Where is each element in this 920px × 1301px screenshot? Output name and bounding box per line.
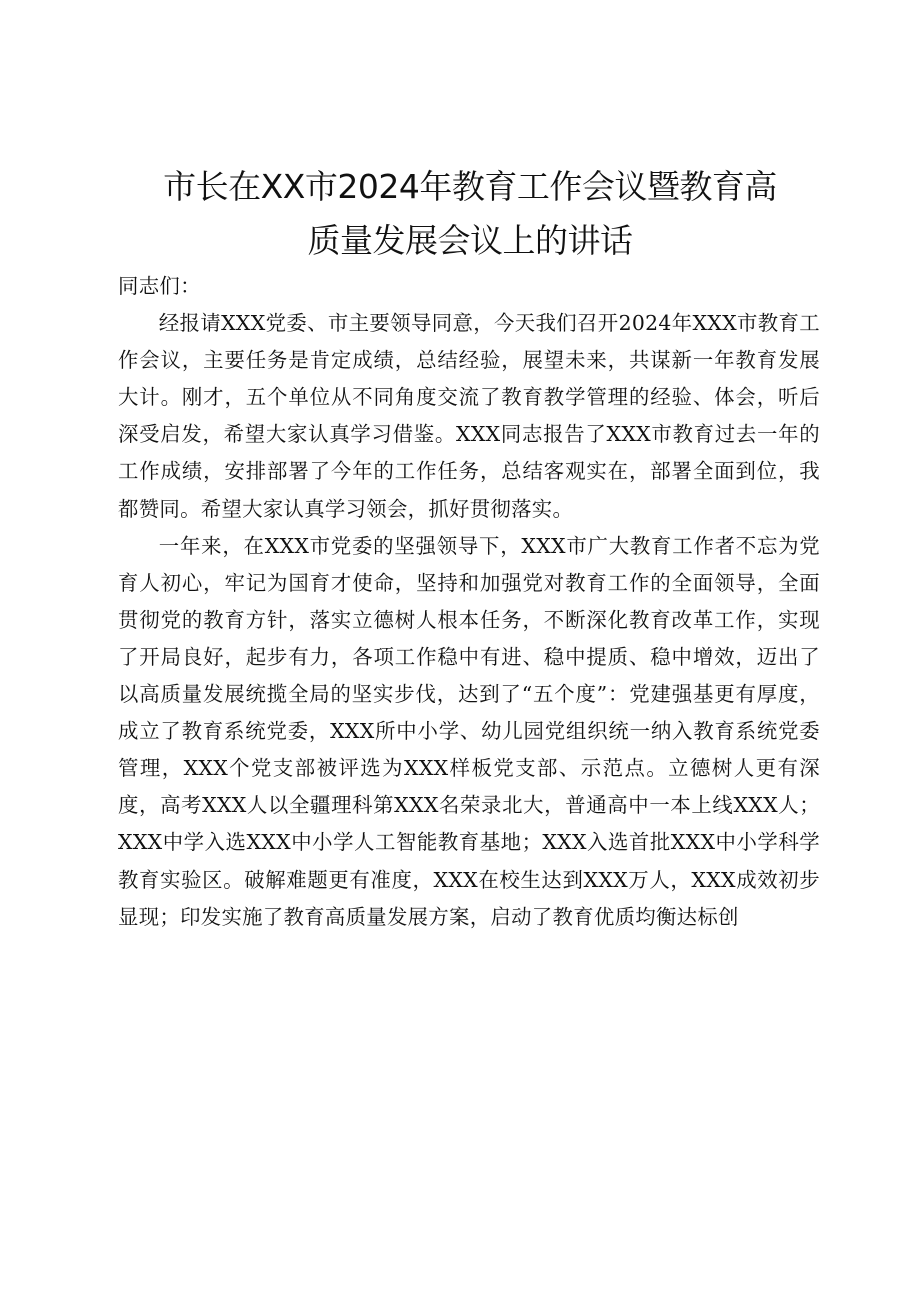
paragraph-2: 一年来，在XXX市党委的坚强领导下，XXX市广大教育工作者不忘为党育人初心，牢记为国育才使命，坚持和加强党对教育工作的全面领导，全面贯彻党的教育方针，落实立德树人根本任务，不断深化教育改革工作，实现了开局良好，起步有力，各项工作稳中有进、稳中提质、稳中增效，迈出了以高质量发展统揽全局的坚实步伐，达到了“五个度”：党建强基更有厚度，成立了教育系统党委，XXX所中小学、幼儿园党组织统一纳入教育系统党委管理，XXX个党支部被评选为XXX样板党支部、示范点。立德树人更有深度，高考XXX人以全疆理科第XXX名荣录北大，普通高中一本上线XXX人；XXX中学入选XXX中小学人工智能教育基地；XXX入选首批XXX中小学科学教育实验区。破解难题更有准度，XXX在校生达到XXX万人，XXX成效初步显现；印发实施了教育高质量发展方案，启动了教育优质均衡达标创 [118,533,820,929]
document-title [120,160,820,268]
title-line-1: 市长在XX市2024年教育工作会议暨教育高 [163,167,777,206]
title-line-2: 质量发展会议上的讲话 [307,221,633,260]
document-body [118,268,820,936]
salutation: 同志们： [118,274,201,298]
paragraph-1: 经报请XXX党委、市主要领导同意，今天我们召开2024年XXX市教育工作会议，主要任务是肯定成绩，总结经验，展望未来，共谋新一年教育发展大计。刚才，五个单位从不同角度交流了教育教学管理的经验、体会，听后深受启发，希望大家认真学习借鉴。XXX同志报告了XXX市教育过去一年的工作成绩，安排部署了今年的工作任务，总结客观实在，部署全面到位，我都赞同。希望大家认真学习领会，抓好贯彻落实。 [118,311,820,521]
